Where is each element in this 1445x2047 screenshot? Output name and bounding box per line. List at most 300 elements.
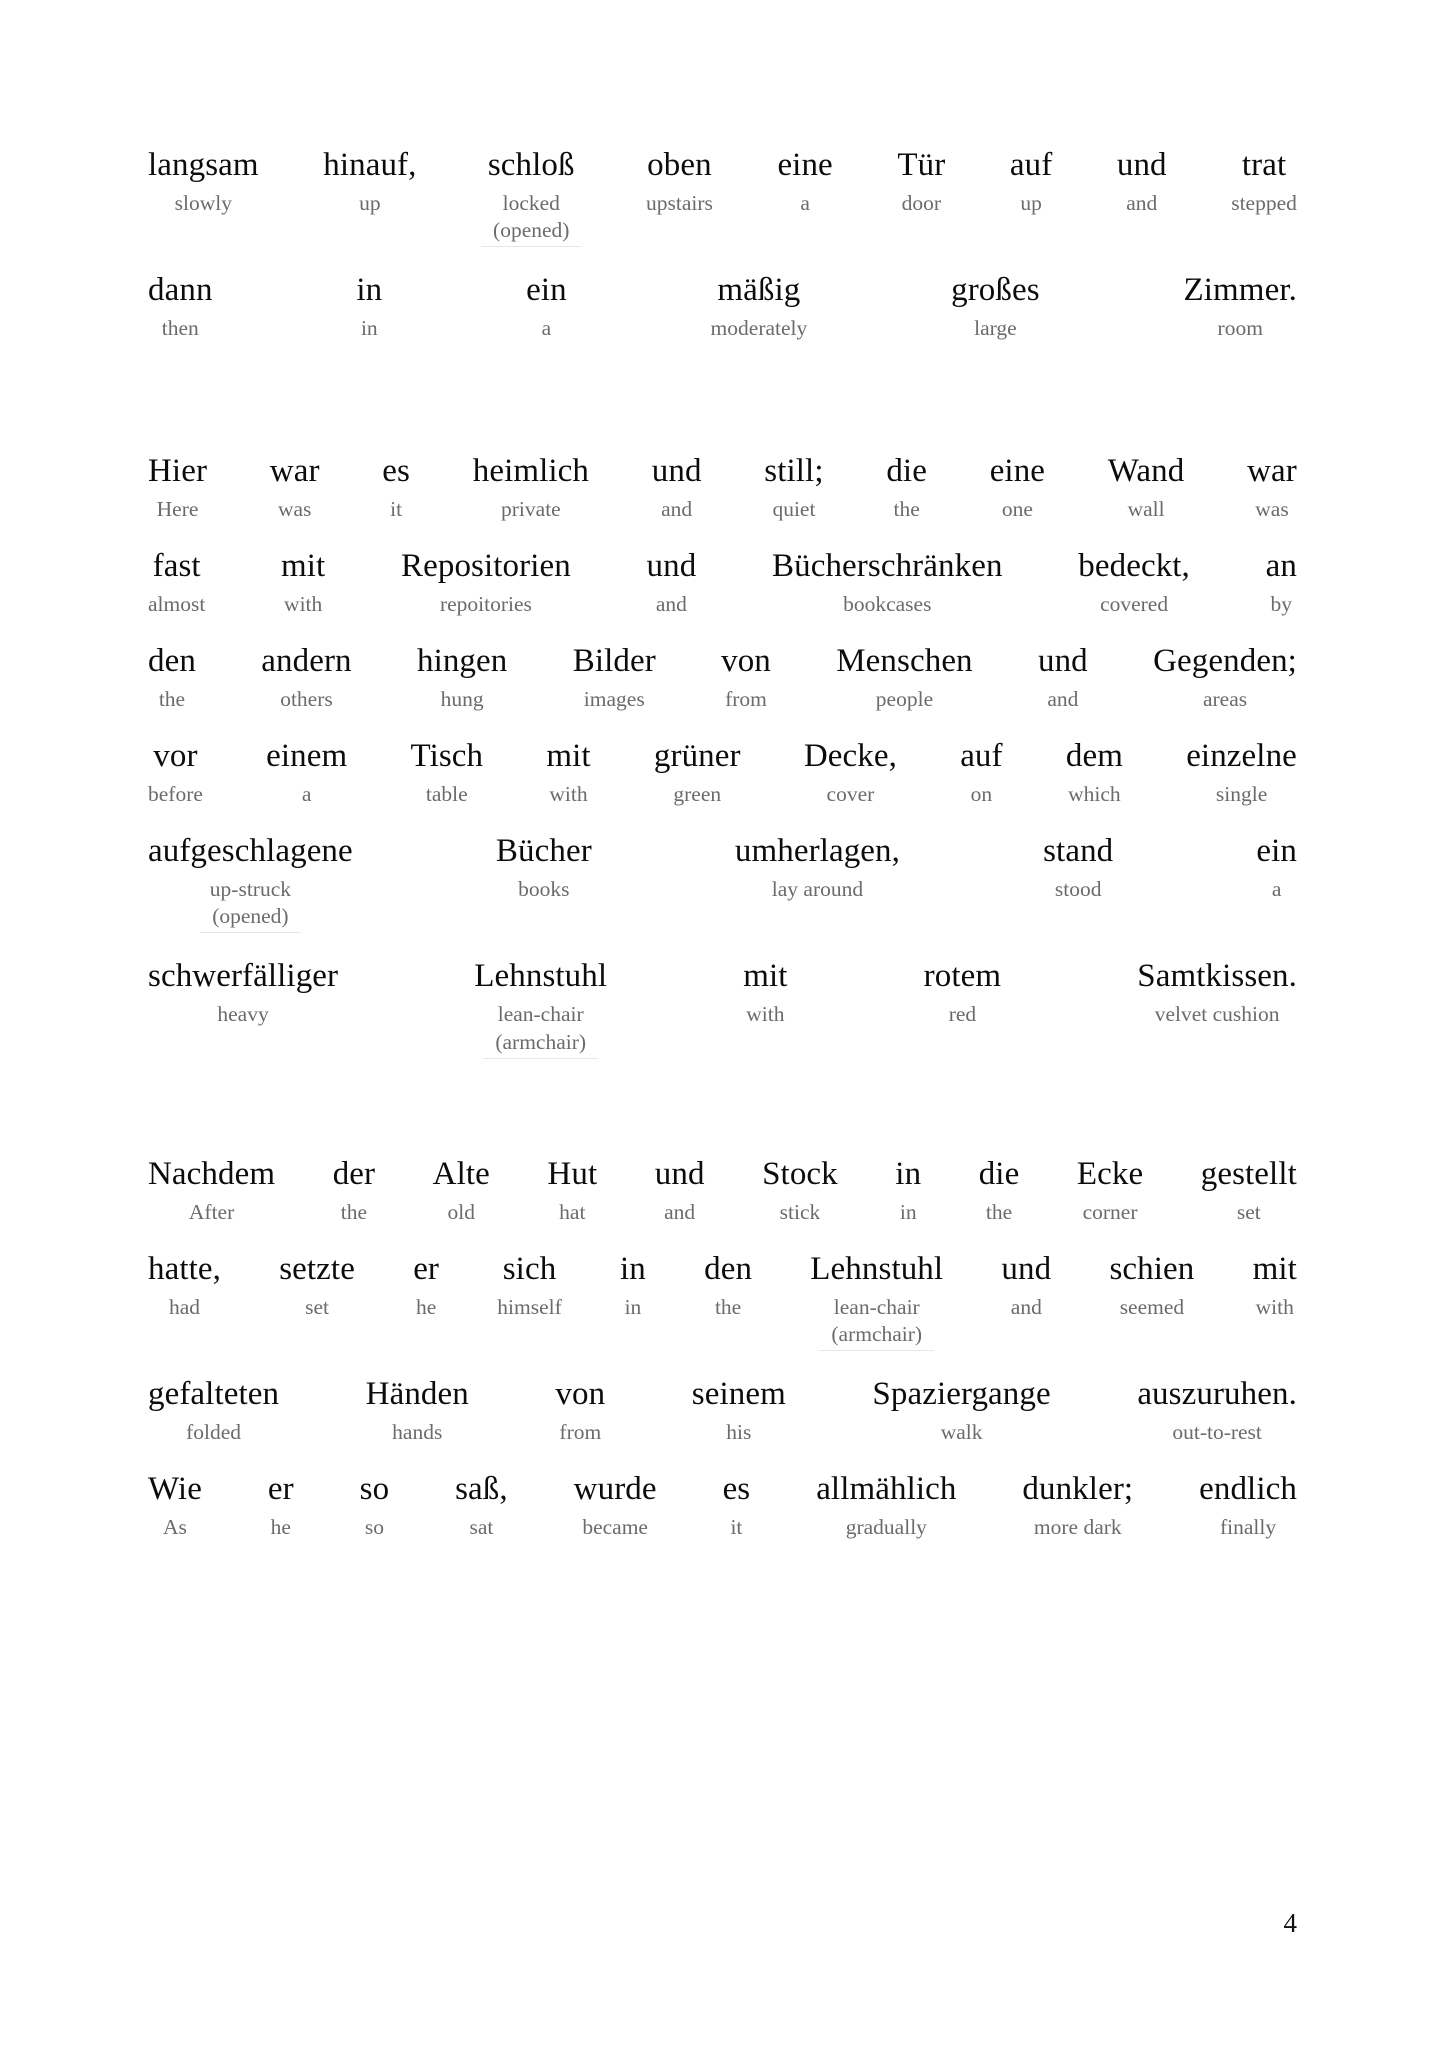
source-word: den (148, 643, 196, 680)
gloss-word: with (549, 782, 588, 807)
source-word: Decke, (803, 738, 897, 775)
gloss-word: and (1010, 1294, 1042, 1319)
source-word: fast (152, 548, 201, 585)
word-pair (620, 1252, 646, 1321)
source-word: schwerfälliger (148, 958, 339, 995)
gloss-word: room (1217, 316, 1263, 341)
word-pair (1108, 454, 1185, 523)
word-pair (473, 454, 589, 523)
source-word: Spaziergange (872, 1375, 1051, 1412)
source-word: aufgeschlagene (148, 833, 353, 870)
gloss-word: and (664, 1199, 696, 1224)
gloss-word: had (168, 1294, 201, 1319)
word-pair (266, 739, 347, 808)
word-pair (148, 549, 205, 618)
gloss-word: one (1001, 497, 1033, 522)
gloss-word: heavy (217, 1002, 269, 1027)
gloss-word: and (1126, 190, 1158, 215)
gloss-word: repoitories (439, 592, 532, 617)
word-pair (417, 644, 507, 713)
word-pair (654, 739, 741, 808)
word-pair (474, 959, 607, 1058)
gloss-word: set (1236, 1199, 1261, 1224)
source-word: auf (960, 738, 1003, 775)
word-pair (261, 644, 351, 713)
source-word: dann (148, 272, 213, 309)
word-pair (735, 834, 900, 903)
line-2-4 (148, 739, 1297, 808)
gloss-alternate: (armchair) (483, 1029, 598, 1059)
line-3-2 (148, 1252, 1297, 1351)
gloss-word: in (899, 1199, 917, 1224)
source-word: dunkler; (1022, 1470, 1134, 1507)
gloss-word: quiet (772, 497, 816, 522)
word-pair (1077, 1157, 1143, 1226)
source-word: die (886, 453, 927, 490)
gloss-word: he (270, 1514, 291, 1539)
paragraph-2 (148, 454, 1297, 1058)
word-pair (279, 1252, 355, 1321)
word-pair (481, 148, 581, 247)
word-pair (1001, 1252, 1051, 1321)
word-pair (526, 273, 567, 342)
word-pair (1137, 959, 1297, 1028)
source-word: bedeckt, (1078, 548, 1190, 585)
word-pair (1199, 1472, 1297, 1541)
gloss-word: As (163, 1514, 187, 1539)
word-pair (497, 1252, 562, 1321)
gloss-word: the (158, 687, 186, 712)
word-pair (546, 739, 590, 808)
source-word: und (1001, 1250, 1052, 1287)
source-word: es (382, 453, 410, 490)
source-word: andern (261, 643, 352, 680)
source-word: Alte (432, 1155, 490, 1192)
word-pair (721, 644, 771, 713)
gloss-word: green (673, 782, 722, 807)
gloss-word: images (583, 687, 645, 712)
gloss-word: hands (392, 1419, 443, 1444)
word-pair (268, 1472, 294, 1541)
gloss-word: sat (469, 1514, 494, 1539)
source-word: eine (989, 453, 1046, 490)
gloss-word: door (901, 190, 942, 215)
gloss-word: cover (826, 782, 875, 807)
word-pair (281, 549, 325, 618)
word-pair (951, 273, 1040, 342)
source-word: und (651, 453, 702, 490)
source-word: gefalteten (148, 1375, 280, 1412)
source-word: einem (266, 738, 348, 775)
source-word: hinauf, (323, 147, 417, 183)
word-pair (1266, 549, 1297, 618)
word-pair (1231, 148, 1297, 217)
gloss-word: folded (186, 1419, 242, 1444)
word-pair (764, 454, 823, 523)
word-pair (804, 739, 897, 808)
gloss-word: so (364, 1514, 384, 1539)
gloss-word: out-to-rest (1172, 1419, 1262, 1444)
line-2-3 (148, 644, 1297, 713)
gloss-word: walk (940, 1419, 983, 1444)
source-word: in (356, 272, 383, 309)
source-word: Stock (762, 1155, 838, 1192)
line-3-4 (148, 1472, 1297, 1541)
gloss-word: a (541, 316, 552, 341)
word-pair (360, 1472, 390, 1541)
source-word: und (1116, 147, 1167, 183)
source-word: in (895, 1155, 922, 1192)
source-word: auszuruhen. (1137, 1375, 1297, 1412)
word-pair (382, 454, 410, 523)
gloss-alternate: (opened) (481, 217, 581, 247)
source-word: Lehnstuhl (810, 1250, 944, 1287)
source-word: allmählich (816, 1470, 957, 1507)
source-word: an (1265, 548, 1297, 585)
gloss-word: stepped (1231, 190, 1297, 215)
word-pair (148, 1252, 221, 1321)
gloss-word: and (661, 497, 693, 522)
source-word: war (269, 453, 320, 490)
gloss-word: private (501, 497, 561, 522)
gloss-word: lean-chair (833, 1294, 920, 1319)
source-word: stand (1043, 833, 1114, 870)
source-word: schloß (487, 147, 575, 183)
gloss-word: others (280, 687, 333, 712)
source-word: ein (1256, 833, 1297, 870)
source-word: still; (764, 453, 824, 490)
word-pair (410, 739, 483, 808)
word-pair (1256, 834, 1297, 903)
gloss-word: a (1271, 877, 1282, 902)
gloss-word: a (800, 190, 810, 215)
word-pair (777, 148, 832, 217)
gloss-word: hat (559, 1199, 586, 1224)
gloss-word: wall (1127, 497, 1165, 522)
gloss-word: table (425, 782, 468, 807)
gloss-word: and (655, 592, 687, 617)
word-pair (711, 273, 808, 342)
word-pair (413, 1252, 439, 1321)
source-word: gestellt (1200, 1155, 1297, 1192)
gloss-word: it (730, 1514, 743, 1539)
gloss-word: set (305, 1294, 330, 1319)
source-word: rotem (923, 958, 1002, 995)
gloss-word: the (714, 1294, 742, 1319)
gloss-word: velvet cushion (1154, 1002, 1280, 1027)
source-word: großes (951, 272, 1040, 309)
word-pair (1066, 739, 1123, 808)
gloss-word: large (974, 316, 1017, 341)
gloss-word: old (447, 1199, 475, 1224)
gloss-word: from (725, 687, 767, 712)
gloss-word: in (360, 316, 378, 341)
gloss-word: was (1255, 497, 1289, 522)
source-word: Hier (148, 453, 208, 490)
source-word: schien (1109, 1250, 1195, 1287)
line-3-3 (148, 1377, 1297, 1446)
source-word: Händen (365, 1375, 469, 1412)
word-pair (148, 1377, 279, 1446)
line-2-6 (148, 959, 1297, 1058)
gloss-word: moderately (710, 316, 808, 341)
paragraph-spacer (148, 368, 1297, 454)
source-word: mit (281, 548, 326, 585)
word-pair (655, 1157, 705, 1226)
word-pair (1247, 454, 1297, 523)
source-word: Lehnstuhl (474, 958, 608, 995)
line-2-5 (148, 834, 1297, 933)
source-word: auf (1009, 147, 1053, 183)
line-1-1 (148, 148, 1297, 247)
word-pair (148, 959, 338, 1028)
source-word: die (978, 1155, 1020, 1192)
gloss-word: with (746, 1002, 785, 1027)
gloss-word: lay around (771, 877, 864, 902)
word-pair (433, 1157, 490, 1226)
word-pair (924, 959, 1001, 1028)
gloss-word: Here (156, 497, 199, 522)
source-word: mit (1252, 1250, 1297, 1287)
word-pair (897, 148, 945, 217)
source-word: einzelne (1186, 738, 1297, 775)
source-word: Nachdem (148, 1155, 276, 1192)
source-word: in (620, 1250, 646, 1287)
gloss-word: lean-chair (497, 1002, 584, 1027)
word-pair (960, 739, 1002, 808)
gloss-word: he (415, 1294, 437, 1319)
word-pair (401, 549, 571, 618)
word-pair (646, 148, 713, 217)
gloss-word: by (1270, 592, 1293, 617)
source-word: den (704, 1250, 753, 1287)
gloss-word: on (970, 782, 993, 807)
word-pair (1022, 1472, 1133, 1541)
word-pair (836, 644, 972, 713)
source-word: mit (743, 958, 788, 995)
source-word: Bücher (495, 833, 592, 870)
word-pair (366, 1377, 469, 1446)
source-word: seinem (691, 1375, 786, 1412)
gloss-word: finally (1219, 1514, 1277, 1539)
source-word: Ecke (1076, 1155, 1144, 1192)
gloss-word: the (985, 1199, 1013, 1224)
gloss-word: gradually (845, 1514, 927, 1539)
gloss-word: from (559, 1419, 602, 1444)
word-pair (573, 644, 656, 713)
gloss-word: was (277, 497, 312, 522)
source-word: oben (647, 147, 712, 183)
word-pair (1186, 739, 1297, 808)
word-pair (1137, 1377, 1297, 1446)
word-pair (1010, 148, 1052, 217)
word-pair (148, 273, 213, 342)
word-pair (547, 1157, 597, 1226)
gloss-word: with (1255, 1294, 1294, 1319)
word-pair (652, 454, 702, 523)
gloss-word: before (148, 782, 203, 807)
word-pair (148, 739, 203, 808)
gloss-word: After (188, 1199, 235, 1224)
word-pair (1184, 273, 1297, 342)
source-word: von (721, 643, 771, 680)
gloss-word: a (301, 782, 312, 807)
line-2-2 (148, 549, 1297, 618)
source-word: und (1037, 643, 1088, 680)
gloss-word: with (284, 592, 323, 617)
gloss-word: stood (1054, 877, 1102, 902)
word-pair (1043, 834, 1113, 903)
gloss-word: became (582, 1514, 648, 1539)
source-word: Menschen (836, 643, 973, 680)
paragraph-3 (148, 1157, 1297, 1541)
source-word: Wand (1107, 453, 1185, 490)
word-pair (148, 834, 353, 933)
word-pair (574, 1472, 657, 1541)
gloss-word: his (726, 1419, 752, 1444)
word-pair (455, 1472, 508, 1541)
source-word: heimlich (472, 453, 590, 490)
word-pair (895, 1157, 921, 1226)
gloss-word: locked (502, 190, 560, 215)
line-3-1 (148, 1157, 1297, 1226)
gloss-word: it (390, 497, 403, 522)
gloss-word: people (875, 687, 934, 712)
source-word: der (332, 1155, 376, 1192)
gloss-word: up (1020, 190, 1042, 215)
source-word: wurde (573, 1470, 657, 1507)
gloss-word: books (518, 877, 570, 902)
source-word: mit (546, 738, 591, 775)
source-word: mäßig (717, 272, 801, 309)
word-pair (704, 1252, 752, 1321)
word-pair (772, 549, 1003, 618)
source-word: Tisch (410, 738, 484, 775)
word-pair (555, 1377, 605, 1446)
gloss-word: stick (779, 1199, 821, 1224)
word-pair (886, 454, 927, 523)
source-word: er (267, 1470, 294, 1507)
gloss-word: almost (148, 592, 206, 617)
gloss-word: in (624, 1294, 642, 1319)
source-word: und (646, 548, 697, 585)
source-word: hatte, (148, 1250, 221, 1287)
source-word: setzte (279, 1250, 355, 1287)
word-pair (1117, 148, 1167, 217)
source-word: trat (1241, 147, 1287, 183)
gloss-word: more dark (1033, 1514, 1122, 1539)
word-pair (496, 834, 592, 903)
interlinear-content (148, 148, 1297, 1541)
gloss-word: single (1215, 782, 1268, 807)
gloss-word: bookcases (843, 592, 932, 617)
gloss-word: which (1068, 782, 1121, 807)
line-2-1 (148, 454, 1297, 523)
word-pair (1201, 1157, 1297, 1226)
gloss-word: himself (497, 1294, 562, 1319)
source-word: und (654, 1155, 705, 1192)
word-pair (692, 1377, 786, 1446)
word-pair (1109, 1252, 1194, 1321)
gloss-word: the (340, 1199, 368, 1224)
gloss-word: hung (440, 687, 484, 712)
paragraph-1 (148, 148, 1297, 342)
gloss-alternate: (opened) (200, 903, 300, 933)
source-word: umherlagen, (734, 833, 901, 870)
source-word: saß, (455, 1470, 508, 1507)
paragraph-spacer (148, 1085, 1297, 1157)
word-pair (1038, 644, 1088, 713)
word-pair (1153, 644, 1297, 713)
gloss-word: up (359, 190, 381, 215)
source-word: Repositorien (401, 548, 571, 585)
gloss-word: slowly (174, 190, 233, 215)
gloss-word: then (161, 316, 199, 341)
source-word: Tür (897, 147, 946, 183)
word-pair (148, 148, 259, 217)
gloss-word: the (893, 497, 920, 522)
gloss-word: covered (1100, 592, 1169, 617)
source-word: ein (526, 272, 567, 309)
gloss-alternate: (armchair) (819, 1321, 934, 1351)
word-pair (990, 454, 1045, 523)
source-word: grüner (653, 738, 741, 775)
word-pair (762, 1157, 838, 1226)
source-word: hingen (416, 643, 508, 680)
source-word: er (413, 1250, 440, 1287)
source-word: sich (502, 1250, 557, 1287)
word-pair (148, 454, 207, 523)
word-pair (148, 1472, 202, 1541)
word-pair (1253, 1252, 1297, 1321)
gloss-word: red (948, 1002, 977, 1027)
gloss-word: areas (1202, 687, 1248, 712)
word-pair (647, 549, 697, 618)
word-pair (1078, 549, 1190, 618)
word-pair (270, 454, 320, 523)
word-pair (816, 1472, 956, 1541)
source-word: Hut (547, 1155, 598, 1192)
gloss-word: corner (1082, 1199, 1138, 1224)
source-word: Gegenden; (1153, 643, 1297, 680)
word-pair (872, 1377, 1050, 1446)
gloss-word: up-struck (209, 877, 291, 902)
source-word: so (359, 1470, 390, 1507)
word-pair (356, 273, 382, 342)
source-word: Bilder (572, 643, 656, 680)
source-word: Bücherschränken (772, 548, 1003, 585)
source-word: war (1247, 453, 1297, 490)
source-word: Samtkissen. (1137, 958, 1297, 995)
source-word: Wie (148, 1470, 202, 1507)
word-pair (148, 1157, 275, 1226)
word-pair (810, 1252, 943, 1351)
word-pair (333, 1157, 375, 1226)
word-pair (743, 959, 787, 1028)
source-word: dem (1065, 738, 1123, 775)
gloss-word: upstairs (646, 190, 713, 215)
page-number: 4 (1283, 1908, 1297, 1938)
gloss-word: and (1047, 687, 1079, 712)
word-pair (723, 1472, 751, 1541)
word-pair (148, 644, 196, 713)
source-word: es (722, 1470, 751, 1507)
source-word: vor (153, 738, 198, 775)
source-word: von (555, 1375, 606, 1412)
source-word: Zimmer. (1183, 272, 1297, 309)
line-1-2 (148, 273, 1297, 342)
word-pair (323, 148, 416, 217)
